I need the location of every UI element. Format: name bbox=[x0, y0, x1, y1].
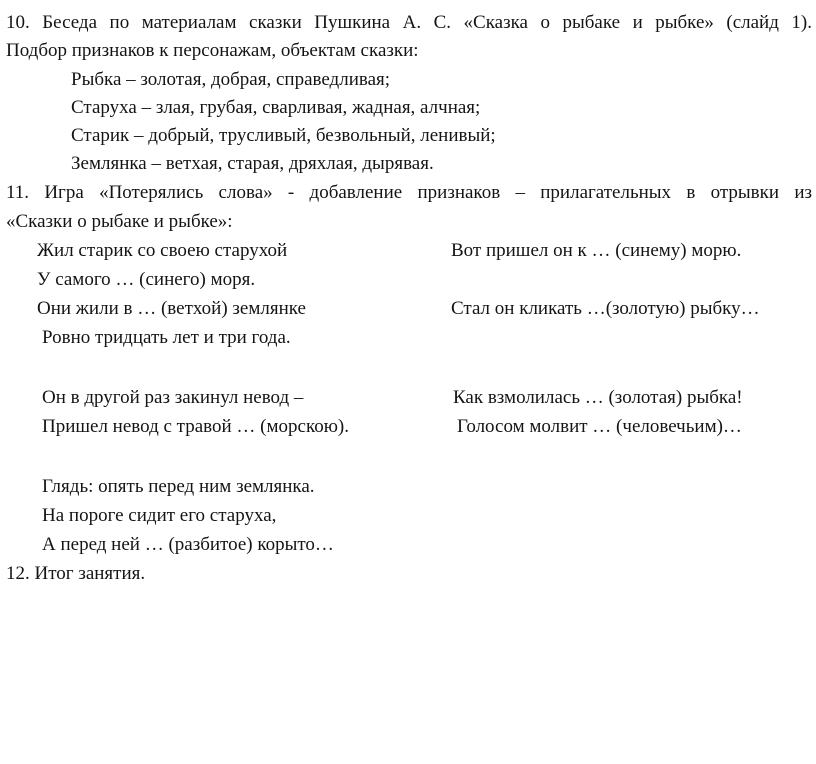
trait-item-fish: Рыбка – золотая, добрая, справедливая; bbox=[71, 69, 391, 90]
poem-final-line: А перед ней … (разбитое) корыто… bbox=[42, 534, 334, 555]
poem-left-line: У самого … (синего) моря. bbox=[37, 269, 256, 290]
section-12-heading: 12. Итог занятия. bbox=[6, 563, 146, 584]
poem-final-line: Глядь: опять перед ним землянка. bbox=[42, 476, 315, 497]
poem-right-line: Голосом молвит … (человечьим)… bbox=[457, 416, 742, 437]
poem-left-line: Пришел невод с травой … (морскою). bbox=[42, 416, 349, 437]
poem-right-line: Как взмолилась … (золотая) рыбка! bbox=[453, 387, 743, 408]
poem-left-line: Он в другой раз закинул невод – bbox=[42, 387, 304, 408]
poem-left-line: Они жили в … (ветхой) землянке bbox=[37, 298, 306, 319]
trait-item-old-man: Старик – добрый, трусливый, безвольный, ленивый; bbox=[71, 125, 496, 146]
section-11-heading-line-2: «Сказки о рыбаке и рыбке»: bbox=[6, 211, 233, 232]
poem-left-line: Жил старик со своею старухой bbox=[37, 240, 288, 261]
poem-final-line: На пороге сидит его старуха, bbox=[42, 505, 277, 526]
section-10-heading-line-1: 10. Беседа по материалам сказки Пушкина А. С. «Сказка о рыбаке и рыбке» (слайд 1). bbox=[6, 12, 812, 33]
section-10-heading-line-2: Подбор признаков к персонажам, объектам сказки: bbox=[6, 40, 419, 61]
poem-right-line: Вот пришел он к … (синему) морю. bbox=[451, 240, 742, 261]
trait-item-old-woman: Старуха – злая, грубая, сварливая, жадная, алчная; bbox=[71, 97, 481, 118]
poem-right-line: Стал он кликать …(золотую) рыбку… bbox=[451, 298, 760, 319]
poem-left-line: Ровно тридцать лет и три года. bbox=[42, 327, 291, 348]
trait-item-dugout: Землянка – ветхая, старая, дряхлая, дырявая. bbox=[71, 153, 434, 174]
section-11-heading-line-1: 11. Игра «Потерялись слова» - добавление признаков – прилагательных в отрывки из bbox=[6, 182, 812, 203]
